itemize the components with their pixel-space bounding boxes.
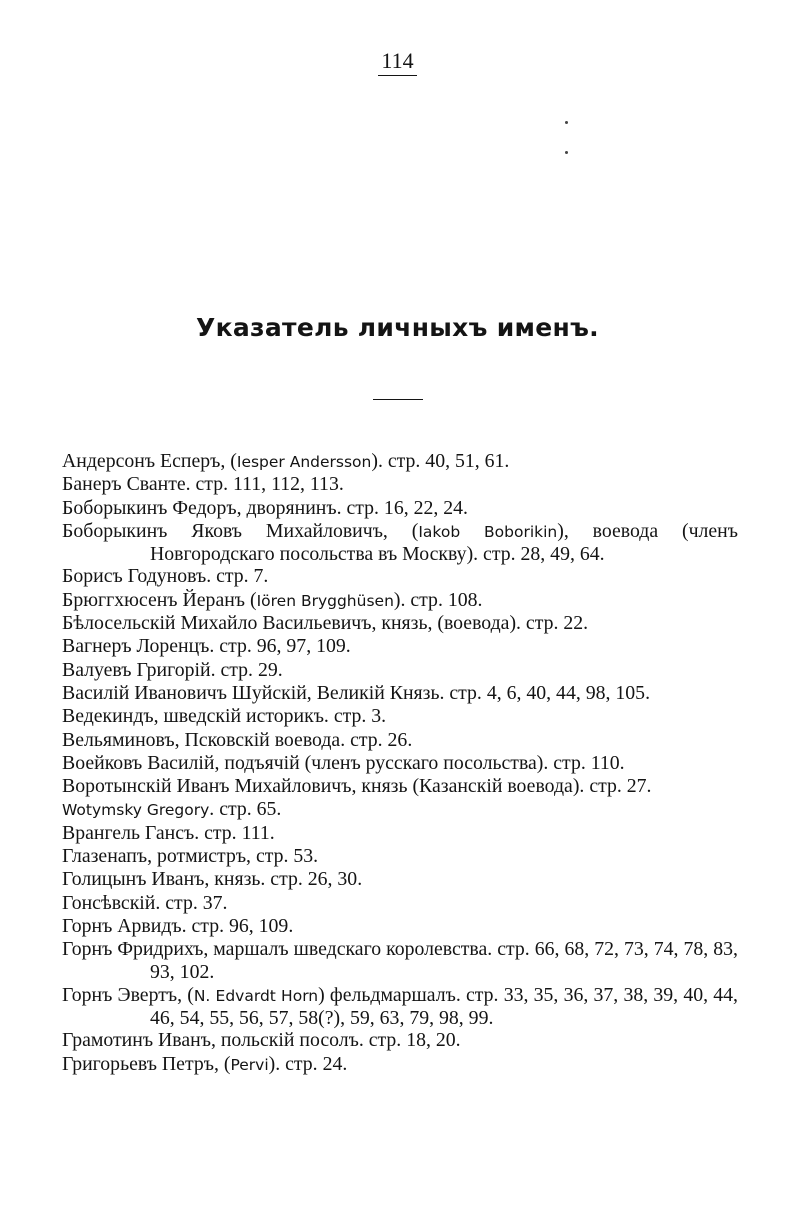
index-entry <box>62 1029 738 1052</box>
entry-name: Банеръ Сванте. стр. 111, 112, 113. <box>62 473 344 496</box>
entry-latin-name: Iakob Boborikin <box>418 522 558 541</box>
entry-name: Бѣлосельскій Михайло Васильевичъ, князь, (воевода). стр. 22. <box>62 612 589 635</box>
entry-name: Голицынъ Иванъ, князь. стр. 26, 30. <box>62 868 363 891</box>
entry-name: Вельяминовъ, Псковскій воевода. стр. 26. <box>62 728 413 751</box>
name-index-list <box>62 450 738 1076</box>
entry-name: Врангель Гансъ. стр. 111. <box>62 821 275 844</box>
index-entry <box>62 565 738 588</box>
entry-name: Горнъ Арвидъ. стр. 96, 109. <box>62 914 294 937</box>
entry-name: Борисъ Годуновъ. стр. 7. <box>62 565 269 588</box>
index-entry <box>62 752 738 775</box>
index-entry <box>62 822 738 845</box>
entry-name: Вагнеръ Лоренцъ. стр. 96, 97, 109. <box>62 635 351 658</box>
index-entry <box>62 729 738 752</box>
page-number <box>0 48 795 76</box>
entry-name: Глазенапъ, ротмистръ, стр. 53. <box>62 845 319 868</box>
index-entry <box>62 915 738 938</box>
index-entry <box>62 775 738 798</box>
entry-latin-name: Pervi <box>230 1055 269 1074</box>
print-speck <box>565 121 568 124</box>
entry-name: Грамотинъ Иванъ, польскій посолъ. стр. 18, 20. <box>62 1029 461 1052</box>
entry-name: Гонсѣвскій. стр. 37. <box>62 891 228 914</box>
entry-name: Андерсонъ Есперъ, ( <box>62 450 237 472</box>
entry-name: Брюггхюсенъ Йеранъ ( <box>62 588 257 611</box>
index-entry <box>62 798 738 821</box>
entry-refs: ), воевода (членъ Новгородскаго посольства въ Москву). стр. 28, 49, 64. <box>150 519 738 566</box>
entry-latin-name: Iesper Andersson <box>236 453 372 471</box>
entry-refs: . стр. 65. <box>209 798 282 821</box>
entry-name: Ведекиндъ, шведскій историкъ. стр. 3. <box>62 705 387 728</box>
entry-name: Василій Ивановичъ Шуйскій, Великій Князь. стр. 4, 6, 40, 44, 98, 105. <box>62 681 651 704</box>
index-entry <box>62 984 738 1030</box>
index-entry <box>62 635 738 658</box>
entry-latin-name: N. Edvardt Horn <box>193 986 319 1005</box>
title-divider <box>373 399 423 400</box>
index-entry <box>62 450 738 473</box>
index-entry <box>62 845 738 868</box>
entry-name: Горнъ Фридрихъ, маршалъ шведскаго королевства. стр. 66, 68, 72, 73, 74, 78, 83, 93, 102. <box>62 938 738 983</box>
index-entry <box>62 938 738 984</box>
index-entry <box>62 473 738 496</box>
entry-refs: ). стр. 24. <box>268 1052 348 1075</box>
print-speck <box>565 151 568 154</box>
entry-refs: ) фельдмаршалъ. стр. 33, 35, 36, 37, 38, 39, 40, 44, 46, 54, 55, 56, 57, 58(?), 59, 63, 79, 98, 99. <box>150 983 738 1030</box>
index-entry <box>62 868 738 891</box>
entry-refs: ). стр. 40, 51, 61. <box>371 450 510 472</box>
entry-name: Воротынскій Иванъ Михайловичъ, князь (Казанскій воевода). стр. 27. <box>62 775 652 798</box>
index-entry <box>62 612 738 635</box>
index-entry <box>62 1053 738 1076</box>
entry-latin-name: Iören Brygghüsen <box>256 591 394 610</box>
entry-name: Горнъ Эвертъ, ( <box>62 983 194 1006</box>
index-entry <box>62 589 738 612</box>
entry-latin-name: Wotymsky Gregory <box>62 801 210 820</box>
entry-name: Валуевъ Григорій. стр. 29. <box>62 658 283 681</box>
index-title: Указатель личныхъ именъ. <box>196 313 599 342</box>
entry-name: Боборыкинъ Яковъ Михайловичъ, ( <box>62 519 419 542</box>
page-number-text: 114 <box>378 48 416 76</box>
index-entry <box>62 705 738 728</box>
entry-name: Боборыкинъ Федоръ, дворянинъ. стр. 16, 22, 24. <box>62 496 468 519</box>
entry-refs: ). стр. 108. <box>393 588 483 611</box>
index-entry <box>62 682 738 705</box>
index-entry <box>62 520 738 566</box>
entry-name: Воейковъ Василій, подъячій (членъ русскаго посольства). стр. 110. <box>62 751 625 774</box>
entry-name: Григорьевъ Петръ, ( <box>62 1052 231 1075</box>
index-entry <box>62 659 738 682</box>
index-entry <box>62 892 738 915</box>
index-entry <box>62 497 738 520</box>
